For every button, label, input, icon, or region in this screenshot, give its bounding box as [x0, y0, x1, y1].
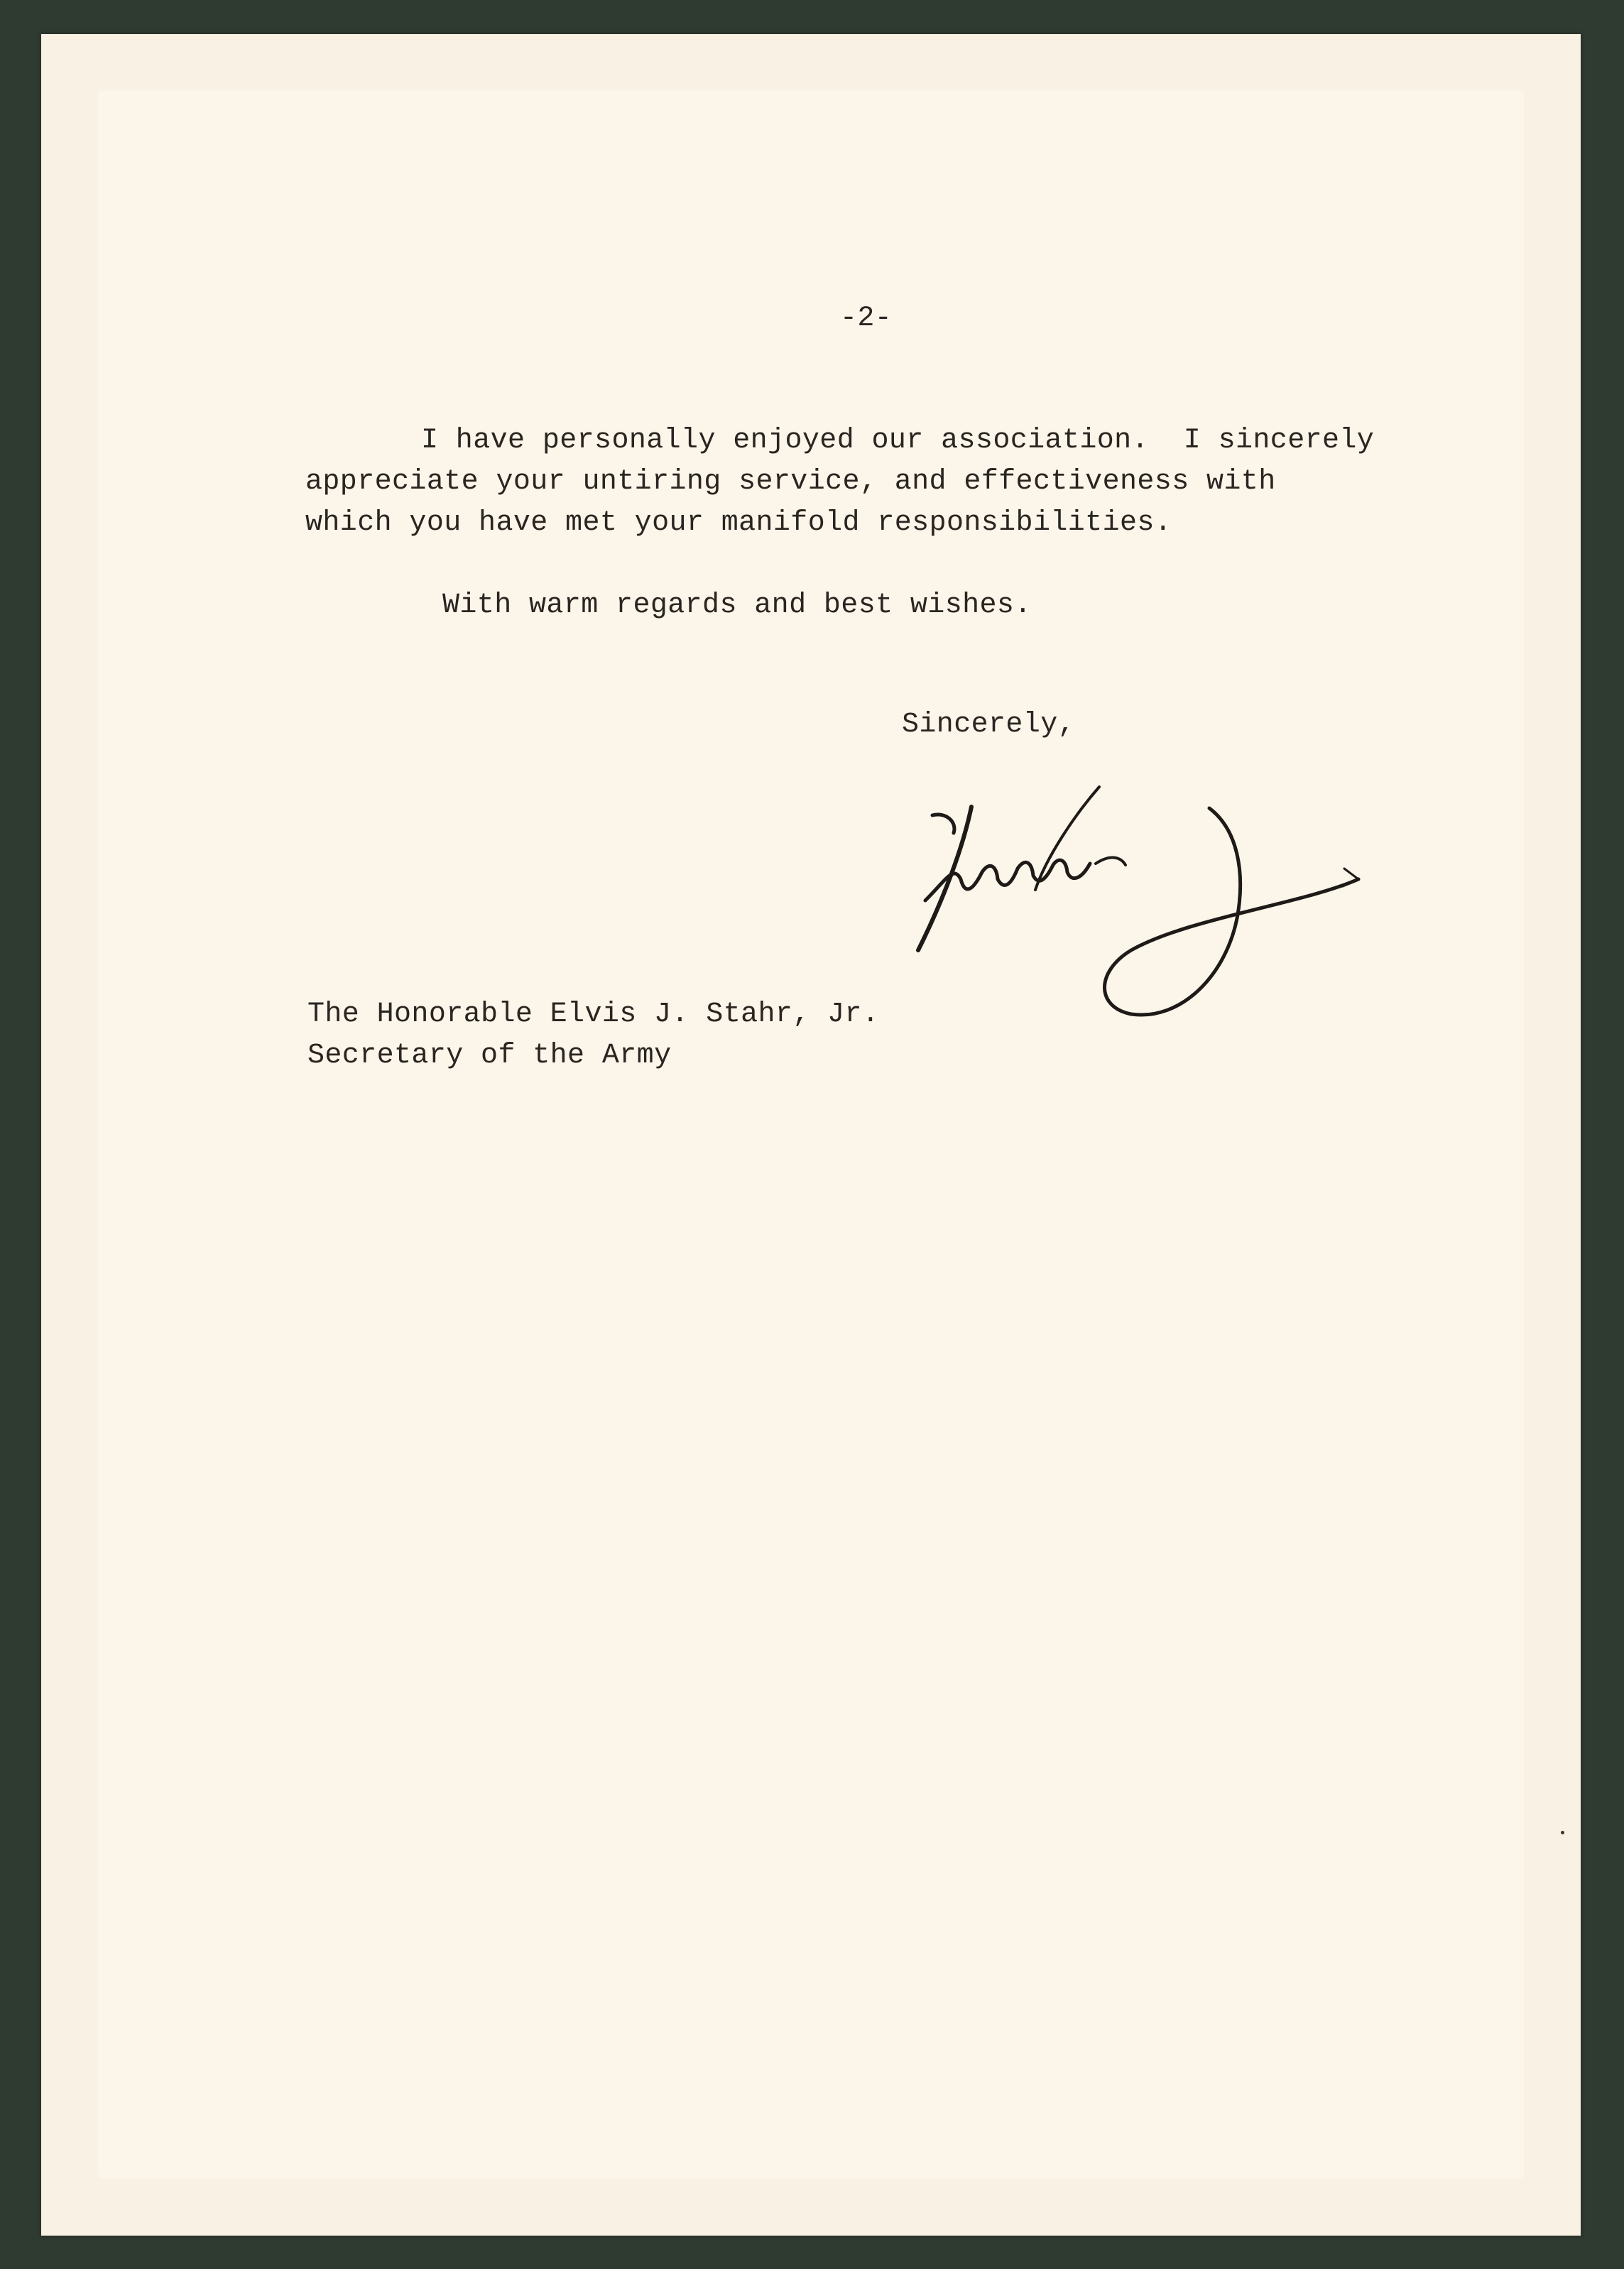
page-number: -2- — [840, 303, 893, 334]
recipient-name: The Honorable Elvis J. Stahr, Jr. — [307, 999, 880, 1030]
body-line: appreciate your untiring service, and effectiveness with — [305, 466, 1276, 498]
recipient-title: Secretary of the Army — [307, 1040, 672, 1072]
body-line: I have personally enjoyed our association. I sincerely — [421, 425, 1375, 457]
handwritten-signature — [904, 773, 1366, 1043]
body-line: which you have met your manifold responsibilities. — [305, 507, 1172, 539]
paper-speck — [1561, 1831, 1564, 1834]
letter-paper — [98, 91, 1524, 2179]
closing-greeting: With warm regards and best wishes. — [442, 589, 1032, 621]
closing-salutation: Sincerely, — [902, 709, 1076, 741]
letter-page — [41, 34, 1581, 2236]
